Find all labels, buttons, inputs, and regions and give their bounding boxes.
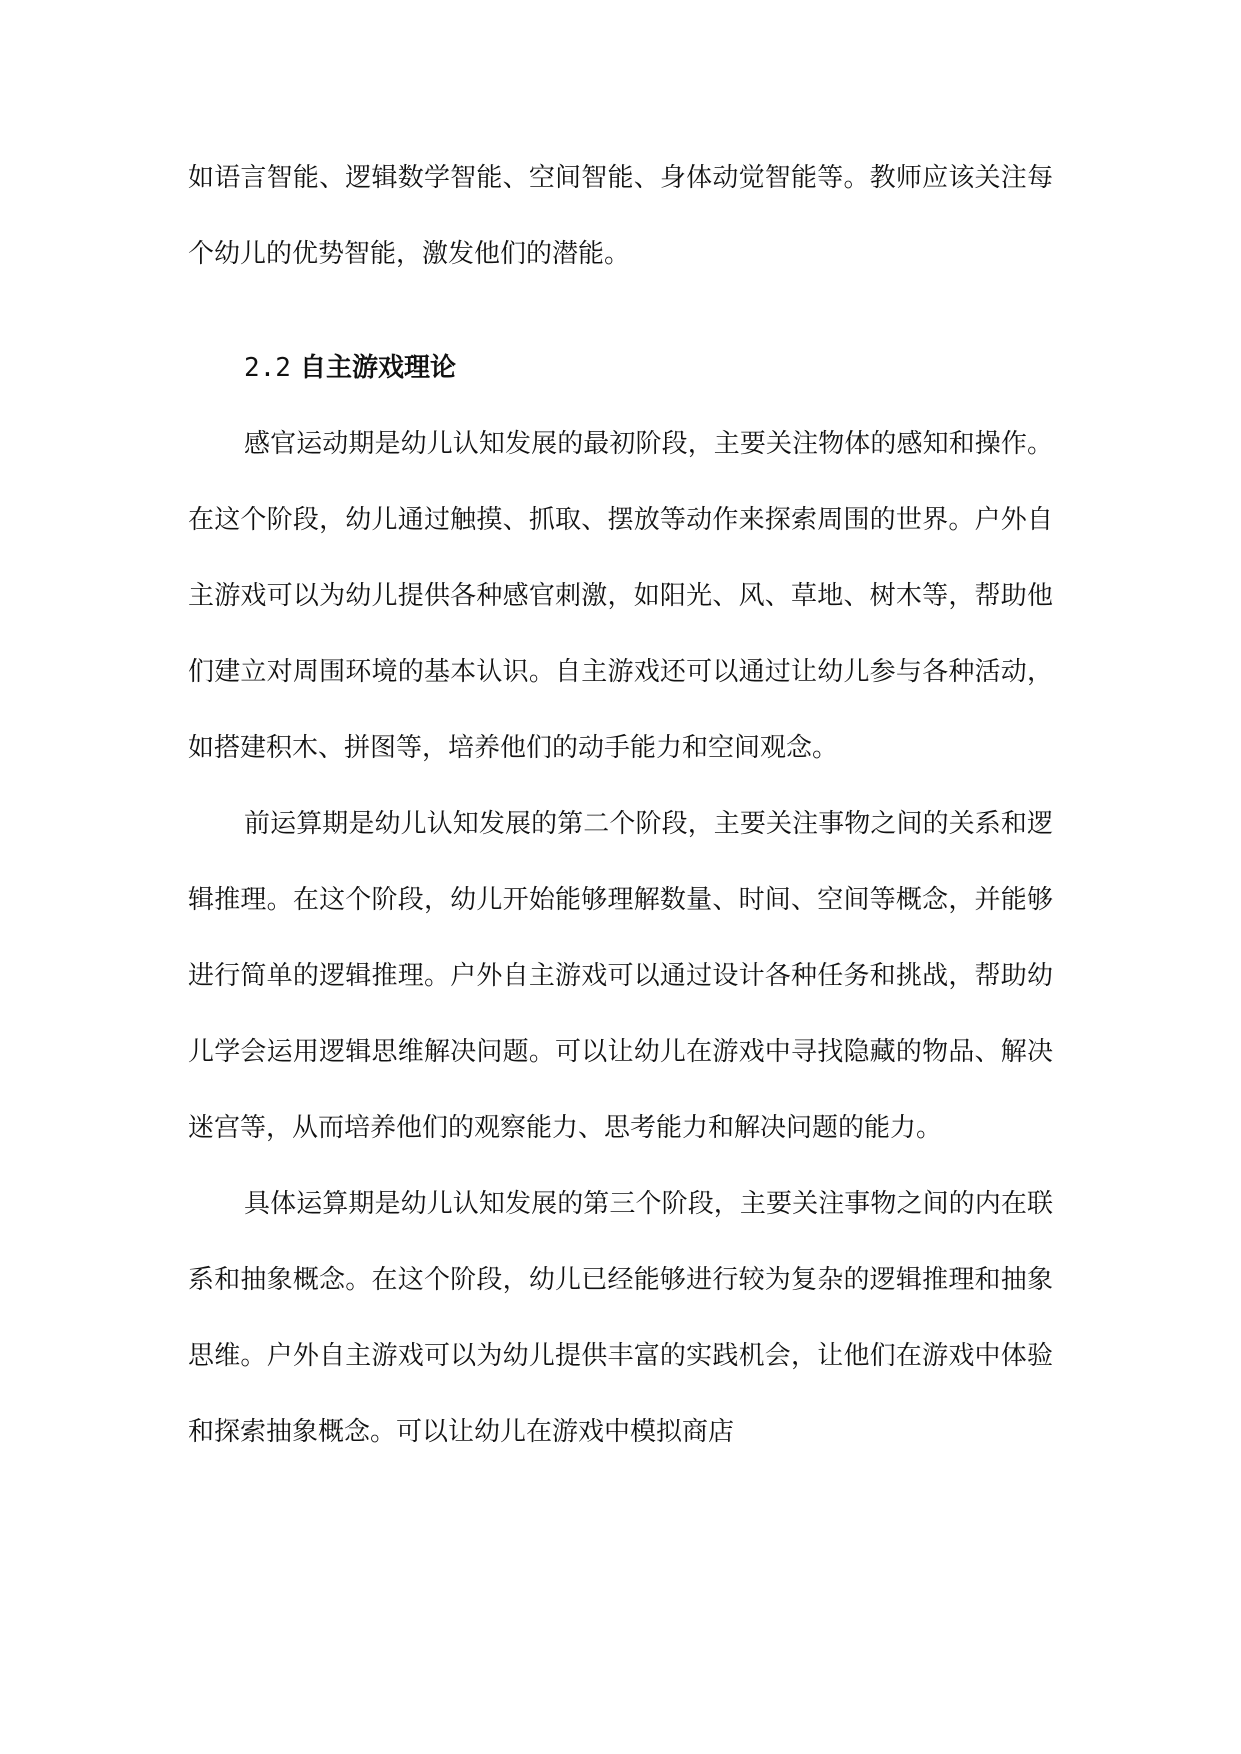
section-number: 2.2 — [244, 353, 291, 383]
intro-paragraph: 如语言智能、逻辑数学智能、空间智能、身体动觉智能等。教师应该关注每个幼儿的优势智能，激发他们的潜能。 — [188, 163, 1053, 269]
section-heading — [188, 330, 1053, 406]
section-title: 自主游戏理论 — [300, 353, 457, 383]
paragraph-sensorimotor: 感官运动期是幼儿认知发展的最初阶段，主要关注物体的感知和操作。在这个阶段，幼儿通过触摸、抓取、摆放等动作来探索周围的世界。户外自主游戏可以为幼儿提供各种感官刺激，如阳光、风、草地、树木等，帮助他们建立对周围环境的基本认识。自主游戏还可以通过让幼儿参与各种活动，如搭建积木、拼图等，培养他们的动手能力和空间观念。 — [188, 429, 1053, 763]
page-content — [188, 140, 1053, 1470]
paragraph-preoperational: 前运算期是幼儿认知发展的第二个阶段，主要关注事物之间的关系和逻辑推理。在这个阶段，幼儿开始能够理解数量、时间、空间等概念，并能够进行简单的逻辑推理。户外自主游戏可以通过设计各种任务和挑战，帮助幼儿学会运用逻辑思维解决问题。可以让幼儿在游戏中寻找隐藏的物品、解决迷宫等，从而培养他们的观察能力、思考能力和解决问题的能力。 — [188, 809, 1053, 1143]
paragraph-concrete-operational: 具体运算期是幼儿认知发展的第三个阶段，主要关注事物之间的内在联系和抽象概念。在这个阶段，幼儿已经能够进行较为复杂的逻辑推理和抽象思维。户外自主游戏可以为幼儿提供丰富的实践机会，让他们在游戏中体验和探索抽象概念。可以让幼儿在游戏中模拟商店 — [188, 1189, 1053, 1447]
